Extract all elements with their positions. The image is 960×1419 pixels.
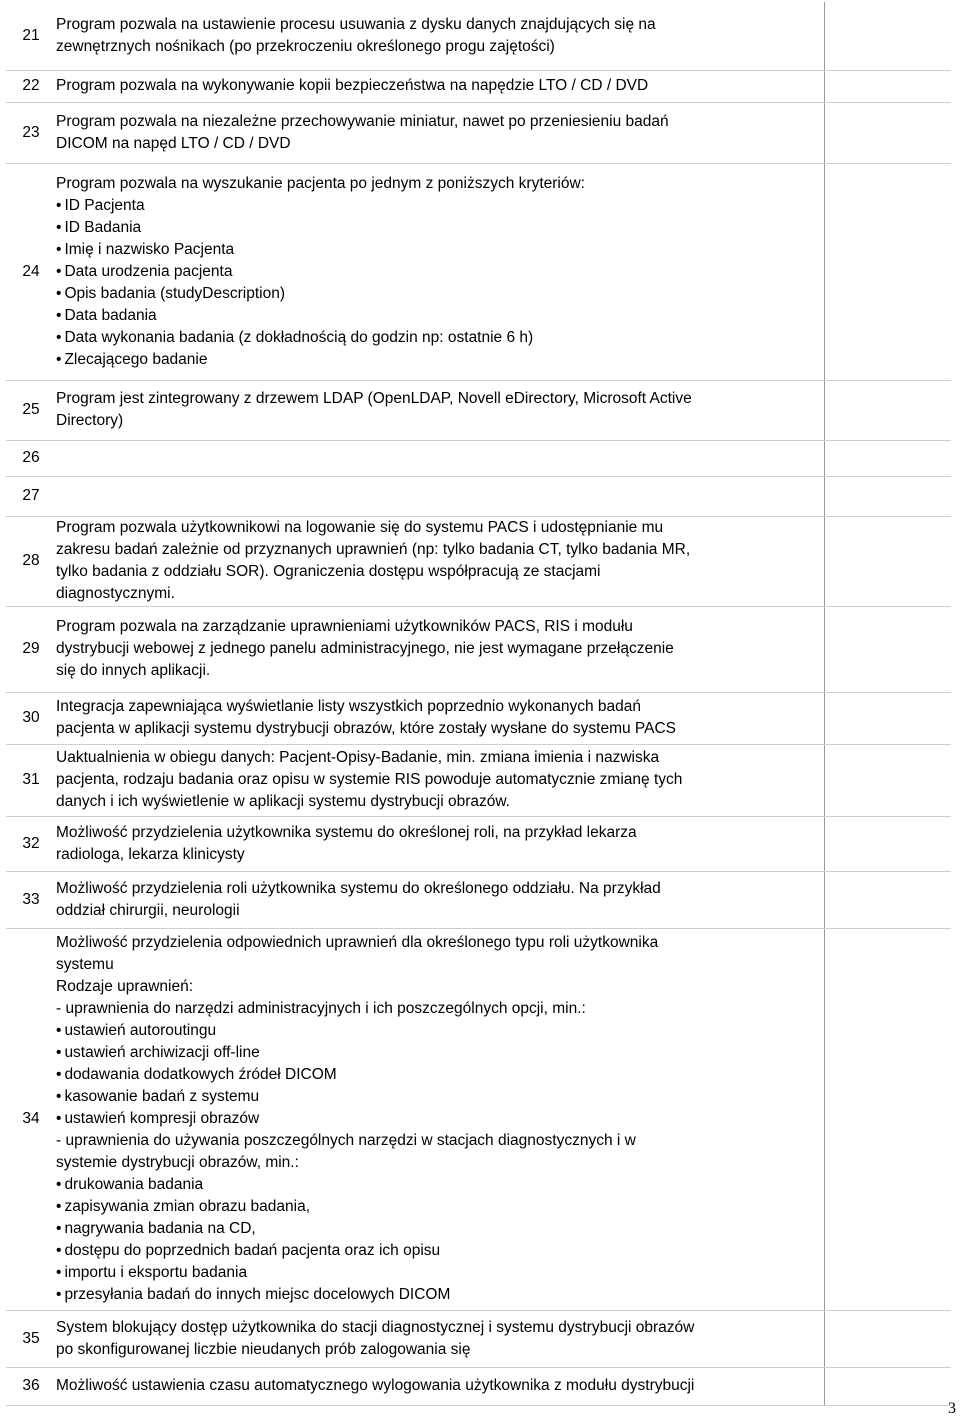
requirement-text (56, 871, 825, 928)
text-line: Program jest zintegrowany z drzewem LDAP (OpenLDAP, Novell eDirectory, Microsoft Active (56, 390, 692, 407)
row-number: 22 (6, 70, 56, 102)
row-number: 36 (6, 1367, 56, 1405)
table-row (6, 692, 951, 744)
requirement-text (56, 606, 825, 692)
text-line: zakresu badań zależnie od przyznanych uprawnień (np: tylko badania CT, tylko badania MR, (56, 541, 691, 558)
row-number: 21 (6, 2, 56, 70)
text-line: systemu (56, 956, 114, 973)
requirement-text (56, 1310, 825, 1367)
table-row (6, 871, 951, 928)
bullet-item: • Data wykonania badania (z dokładnością do godzin np: ostatnie 6 h) (56, 327, 824, 349)
table-row (6, 2, 951, 70)
requirement-text (56, 380, 825, 440)
text-line: - uprawnienia do używania poszczególnych narzędzi w stacjach diagnostycznych i w (56, 1132, 636, 1149)
text-line: - uprawnienia do narzędzi administracyjnych i ich poszczególnych opcji, min.: (56, 1000, 586, 1017)
row-number: 25 (6, 380, 56, 440)
table-row (6, 928, 951, 1310)
text-line: systemie dystrybucji obrazów, min.: (56, 1154, 299, 1171)
text-line: Możliwość przydzielenia użytkownika systemu do określonej roli, na przykład lekarza (56, 823, 637, 841)
empty-cell (825, 871, 952, 928)
bullet-item: • Data urodzenia pacjenta (56, 261, 824, 283)
bullet-item: • drukowania badania (56, 1174, 824, 1196)
row-number: 34 (6, 928, 56, 1310)
empty-cell (825, 692, 952, 744)
bullet-item: • zapisywania zmian obrazu badania, (56, 1196, 824, 1218)
table-row (6, 102, 951, 163)
text-line: Możliwość ustawienia czasu automatycznego wylogowania użytkownika z modułu dystrybucji (56, 1377, 695, 1394)
text-line: Program pozwala na zarządzanie uprawnieniami użytkowników PACS, RIS i modułu (56, 618, 633, 635)
text-line: Integracja zapewniająca wyświetlanie listy wszystkich poprzednio wykonanych badań (56, 698, 641, 715)
row-number: 33 (6, 871, 56, 928)
text-line: Rodzaje uprawnień: (56, 978, 194, 995)
table-row (6, 70, 951, 102)
table-row (6, 476, 951, 516)
bullet-item: • dostępu do poprzednich badań pacjenta oraz ich opisu (56, 1240, 824, 1262)
requirement-text (56, 816, 825, 871)
text-line: diagnostycznymi. (56, 585, 175, 602)
empty-cell (825, 102, 952, 163)
text-line: Program pozwala na wyszukanie pacjenta po jednym z poniższych kryteriów: (56, 174, 585, 192)
table-row (6, 380, 951, 440)
text-line: tylko badania z oddziału SOR). Ograniczenia dostępu współpracują ze stacjami (56, 563, 601, 580)
text-line: Program pozwala na wykonywanie kopii bezpieczeństwa na napędzie LTO / CD / DVD (56, 77, 649, 94)
text-line: System blokujący dostęp użytkownika do stacji diagnostycznej i systemu dystrybucji obrazów (56, 1318, 695, 1336)
text-line: Program pozwala na niezależne przechowywanie miniatur, nawet po przeniesieniu badań (56, 112, 669, 130)
text-line: Program pozwala na ustawienie procesu usuwania z dysku danych znajdujących się na (56, 15, 656, 33)
table-row (6, 606, 951, 692)
requirement-text (56, 516, 825, 606)
text-line: pacjenta w aplikacji systemu dystrybucji obrazów, które zostały wysłane do systemu PACS (56, 720, 676, 737)
row-number: 29 (6, 606, 56, 692)
table-row (6, 1367, 951, 1405)
bullet-item: • Data badania (56, 305, 824, 327)
bullet-item: • Zlecającego badanie (56, 349, 824, 371)
text-line: dystrybucji webowej z jednego panelu administracyjnego, nie jest wymagane przełączenie (56, 640, 674, 657)
text-line: Możliwość przydzielenia roli użytkownika systemu do określonego oddziału. Na przykład (56, 879, 661, 897)
requirement-text (56, 2, 825, 70)
row-number: 27 (6, 476, 56, 516)
bullet-item: • ID Badania (56, 217, 824, 239)
requirement-text (56, 928, 825, 1310)
requirement-text (56, 476, 825, 516)
empty-cell (825, 928, 952, 1310)
row-number: 24 (6, 163, 56, 380)
table-row (6, 1310, 951, 1367)
text-line: się do innych aplikacji. (56, 662, 211, 679)
row-number: 28 (6, 516, 56, 606)
empty-cell (825, 163, 952, 380)
bullet-item: • przesyłania badań do innych miejsc docelowych DICOM (56, 1284, 824, 1306)
text-line: Możliwość przydzielenia odpowiednich uprawnień dla określonego typu roli użytkownika (56, 934, 659, 951)
row-number: 35 (6, 1310, 56, 1367)
text-line: danych i ich wyświetlenie w aplikacji systemu dystrybucji obrazów. (56, 793, 510, 810)
table-row (6, 163, 951, 380)
text-line: Uaktualnienia w obiegu danych: Pacjent-Opisy-Badanie, min. zmiana imienia i nazwiska (56, 749, 660, 766)
requirement-text (56, 744, 825, 816)
row-number: 32 (6, 816, 56, 871)
text-line: Program pozwala użytkownikowi na logowanie się do systemu PACS i udostępnianie mu (56, 519, 664, 536)
empty-cell (825, 1367, 952, 1405)
empty-cell (825, 2, 952, 70)
empty-cell (825, 70, 952, 102)
empty-cell (825, 1310, 952, 1367)
text-line: DICOM na napęd LTO / CD / DVD (56, 134, 291, 152)
requirement-text (56, 1367, 825, 1405)
requirement-text (56, 70, 825, 102)
text-line: Directory) (56, 412, 124, 429)
page-number: 3 (948, 1400, 956, 1417)
bullet-item: • Imię i nazwisko Pacjenta (56, 239, 824, 261)
empty-cell (825, 606, 952, 692)
requirement-text (56, 163, 825, 380)
table-row (6, 816, 951, 871)
text-line: zewnętrznych nośnikach (po przekroczeniu określonego progu zajętości) (56, 37, 555, 55)
requirement-text (56, 440, 825, 476)
bullet-item: • ID Pacjenta (56, 195, 824, 217)
requirement-text (56, 102, 825, 163)
row-number: 30 (6, 692, 56, 744)
empty-cell (825, 440, 952, 476)
bullet-item: • Opis badania (studyDescription) (56, 283, 824, 305)
bullet-item: • dodawania dodatkowych źródeł DICOM (56, 1064, 824, 1086)
table-row (6, 744, 951, 816)
text-line: po skonfigurowanej liczbie nieudanych prób zalogowania się (56, 1340, 471, 1358)
bullet-item: • ustawień kompresji obrazów (56, 1108, 824, 1130)
bullet-item: • importu i eksportu badania (56, 1262, 824, 1284)
bullet-item: • nagrywania badania na CD, (56, 1218, 824, 1240)
empty-cell (825, 380, 952, 440)
table-row (6, 516, 951, 606)
requirements-table (6, 2, 951, 1406)
empty-cell (825, 816, 952, 871)
requirement-text (56, 692, 825, 744)
text-line: radiologa, lekarza klinicysty (56, 845, 245, 863)
empty-cell (825, 476, 952, 516)
empty-cell (825, 744, 952, 816)
row-number: 26 (6, 440, 56, 476)
bullet-item: • ustawień archiwizacji off-line (56, 1042, 824, 1064)
bullet-item: • kasowanie badań z systemu (56, 1086, 824, 1108)
row-number: 23 (6, 102, 56, 163)
empty-cell (825, 516, 952, 606)
bullet-item: • ustawień autoroutingu (56, 1020, 824, 1042)
text-line: pacjenta, rodzaju badania oraz opisu w systemie RIS powoduje automatycznie zmianę tych (56, 771, 683, 788)
table-row (6, 440, 951, 476)
row-number: 31 (6, 744, 56, 816)
text-line: oddział chirurgii, neurologii (56, 901, 240, 919)
